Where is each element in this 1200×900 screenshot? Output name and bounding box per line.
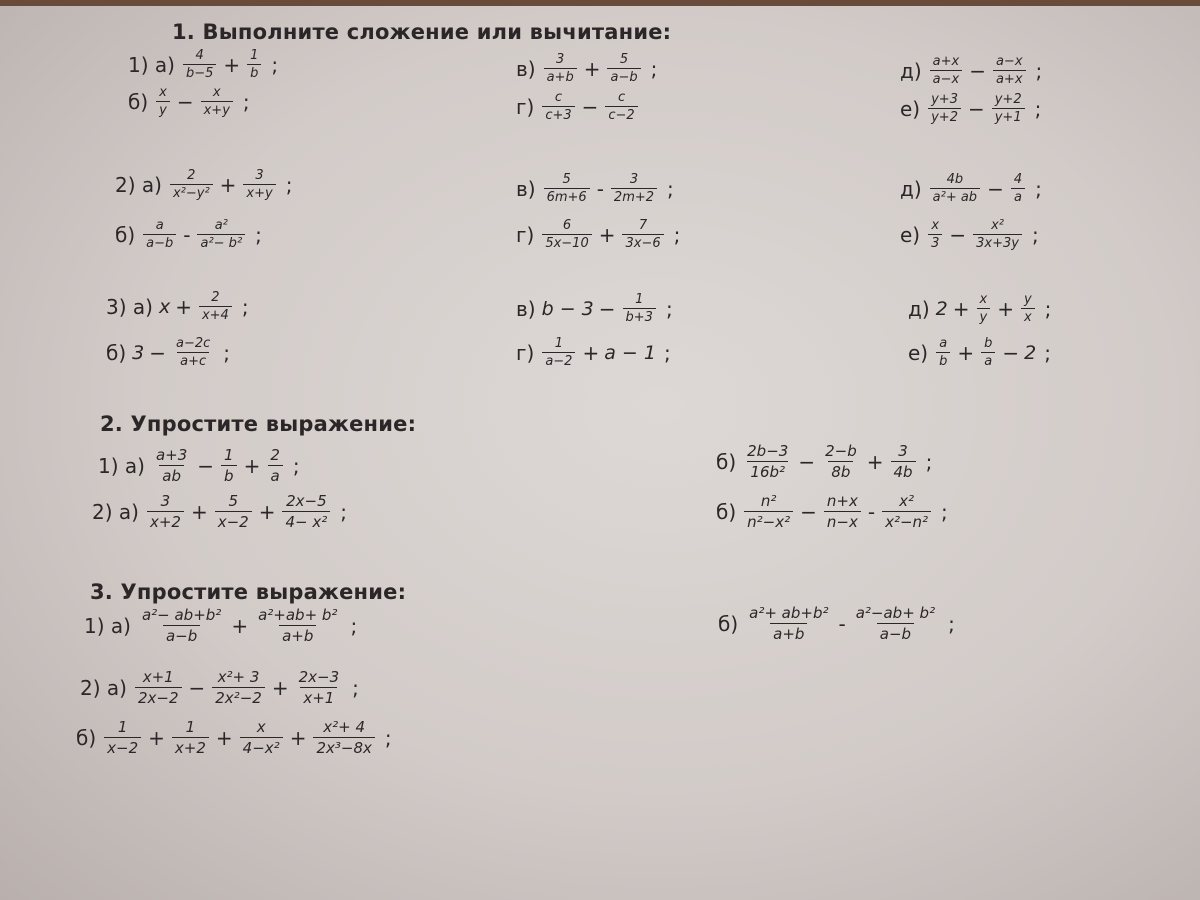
fraction-denominator: a²+ ab [930,188,980,205]
fraction-denominator: a+x [993,70,1026,87]
operator: − [598,296,616,321]
task-1-item [908,292,1051,325]
fraction-denominator: x²−y² [170,184,213,201]
paper-top-edge [0,0,1200,6]
item-label: б) [106,340,127,365]
fraction [240,718,283,757]
semicolon: ; [340,499,348,524]
operator: − [798,449,816,474]
operator: − [800,499,817,524]
fraction-numerator: x [979,292,988,307]
semicolon: ; [1035,58,1043,83]
fraction-denominator: b+3 [623,308,656,325]
fraction-denominator: b [221,465,237,485]
task-1-item [900,172,1042,205]
fraction-numerator: 3 [898,442,908,460]
fraction-denominator: ab [159,465,184,485]
fraction-denominator: x+2 [147,511,184,531]
fraction [542,218,591,251]
fraction [930,172,980,205]
fraction [622,218,663,251]
fraction-denominator: x+1 [300,687,337,707]
task-2-item [716,442,932,481]
fraction-numerator: 5 [228,492,238,510]
fraction-denominator: c−2 [605,106,637,123]
fraction-numerator: a²+ ab+b² [749,604,829,622]
fraction [313,718,374,757]
operator: + [957,340,975,365]
semicolon: ; [1035,176,1042,201]
fraction-numerator: 2x−3 [298,668,340,686]
fraction-numerator: 2−b [825,442,857,460]
fraction-numerator: x² [899,492,914,510]
operator: - [867,499,876,524]
task-1-item [128,85,250,118]
fraction [607,52,640,85]
fraction-denominator: x²−n² [882,511,931,531]
fraction-numerator: 2x−5 [286,492,327,510]
fraction [882,492,931,531]
fraction-denominator: n²−x² [744,511,793,531]
item-label: е) [908,340,929,365]
task-2-item [92,492,347,531]
semicolon: ; [1034,96,1042,121]
fraction [143,218,176,251]
item-label: е) [900,222,921,247]
fraction-numerator: x²+ 3 [217,668,260,686]
item-label: д) [900,58,922,83]
fraction-denominator: 3x−6 [622,234,663,251]
fraction [542,90,574,123]
fraction [173,336,213,369]
fraction-numerator: 5 [562,172,571,187]
operator: − [188,675,206,700]
fraction-denominator: a+b [770,623,807,643]
fraction [1021,292,1035,325]
item-label: 2) а) [80,675,127,700]
fraction [212,668,265,707]
fraction-denominator: y [977,308,991,325]
fraction [930,54,963,87]
fraction-numerator: 6 [562,218,572,233]
fraction-denominator: x [1021,308,1035,325]
fraction [170,168,213,201]
fraction-denominator: 5x−10 [542,234,591,251]
fraction [215,492,252,531]
task-3-item [76,718,392,757]
operator: − [987,176,1004,201]
fraction-numerator: y+3 [931,92,958,107]
fraction-denominator: 4b [891,461,916,481]
operator: + [190,499,208,524]
operator: − [967,96,985,121]
expression-term: x [158,295,171,318]
item-label: 1) а) [128,52,175,77]
fraction-denominator: y+1 [992,108,1025,125]
task-2-heading: 2. Упростите выражение: [100,412,417,436]
fraction [993,54,1026,87]
fraction [243,168,275,201]
semicolon: ; [948,611,955,636]
operator: − [949,222,967,247]
task-1-item [908,336,1051,369]
fraction-numerator: 3 [629,172,639,187]
fraction [611,172,657,205]
fraction-denominator: 2x³−8x [313,737,374,757]
fraction-numerator: 1 [117,718,128,736]
operator: + [175,294,192,319]
fraction-denominator: 4− x² [282,511,330,531]
task-1-item [516,292,673,325]
operator: - [183,222,191,247]
fraction [746,604,831,643]
operator: − [1002,340,1020,365]
operator: + [583,56,601,81]
fraction-numerator: 1 [250,48,259,63]
operator: + [866,449,884,474]
fraction [135,668,182,707]
fraction [853,604,938,643]
fraction [104,718,141,757]
fraction [199,290,232,323]
fraction-numerator: 4b [946,172,964,187]
operator: + [231,613,249,638]
fraction [936,336,950,369]
operator: − [969,58,986,83]
fraction-numerator: 5 [619,52,629,67]
fraction-numerator: n² [760,492,777,510]
fraction-denominator: a−x [930,70,963,87]
fraction-numerator: 4 [1013,172,1023,187]
item-label: б) [115,222,136,247]
fraction-denominator: a−b [143,234,176,251]
operator: + [997,296,1014,321]
fraction-numerator: 4 [195,48,204,63]
fraction-denominator: 2m+2 [611,188,657,205]
fraction [156,85,170,118]
fraction [183,48,216,81]
operator: + [952,296,970,321]
task-1-item [516,336,671,369]
fraction-numerator: x [256,718,266,736]
task-1-item [106,290,249,323]
expression-term: 2 [935,297,948,320]
item-label: 2) а) [92,499,139,524]
fraction-denominator: 3x+3y [973,234,1022,251]
fraction-numerator: x [212,85,221,100]
item-label: г) [516,222,535,247]
fraction-denominator: x+y [201,101,233,118]
semicolon: ; [663,340,671,365]
semicolon: ; [352,675,359,700]
fraction [977,292,991,325]
fraction [282,492,330,531]
operator: + [598,222,616,247]
task-1-heading: 1. Выполните сложение или вычитание: [172,20,672,44]
fraction [605,90,637,123]
fraction-numerator: b [984,336,993,351]
fraction [623,292,656,325]
fraction-numerator: a²−ab+ b² [855,604,936,622]
operator: + [271,675,289,700]
fraction-denominator: a²− b² [197,234,245,251]
fraction-denominator: n−x [824,511,861,531]
task-1-item [115,218,262,251]
fraction-denominator: a−b [877,623,914,643]
fraction-numerator: y+2 [994,92,1022,107]
task-1-item [115,168,292,201]
fraction-numerator: a² [214,218,228,233]
item-label: г) [516,340,535,365]
operator: + [289,725,307,750]
fraction-denominator: a−b [607,68,640,85]
fraction-denominator: a+b [279,625,316,645]
operator: + [582,340,600,365]
semicolon: ; [350,613,358,638]
fraction-denominator: x+2 [172,737,209,757]
fraction-numerator: a²+ab+ b² [258,606,338,624]
task-2-item [98,446,300,485]
semicolon: ; [1044,340,1052,365]
fraction-denominator: x−2 [104,737,141,757]
semicolon: ; [271,52,279,77]
semicolon: ; [1044,296,1052,321]
fraction-denominator: 6m+6 [544,188,590,205]
fraction-numerator: a+x [932,54,960,69]
fraction [822,442,860,481]
fraction [744,442,791,481]
fraction [824,492,861,531]
operator: + [215,725,233,750]
semicolon: ; [941,499,948,524]
item-label: б) [716,449,737,474]
fraction-numerator: c [554,90,563,105]
item-label: б) [76,725,97,750]
operator: − [149,340,166,365]
fraction [221,446,237,485]
operator: + [258,499,276,524]
expression-term: 2 [1024,341,1037,364]
fraction-denominator: a−b [163,625,200,645]
fraction [973,218,1022,251]
operator: + [148,725,165,750]
task-3-heading: 3. Упростите выражение: [90,580,407,604]
fraction-numerator: 2b−3 [747,442,789,460]
semicolon: ; [223,340,231,365]
fraction-numerator: 2 [211,290,220,305]
semicolon: ; [285,172,293,197]
item-label: 2) а) [115,172,162,197]
semicolon: ; [1031,222,1039,247]
expression-term: 3 [132,341,145,364]
fraction-numerator: 1 [185,718,196,736]
fraction [139,606,224,645]
task-1-item [900,218,1039,251]
semicolon: ; [925,449,933,474]
operator: − [176,89,194,114]
fraction [1011,172,1025,205]
fraction [928,218,942,251]
fraction-numerator: a−x [995,54,1023,69]
expression-term: a − 1 [604,341,656,364]
item-label: в) [516,176,536,201]
fraction [255,606,340,645]
fraction-denominator: y [156,101,170,118]
semicolon: ; [292,453,300,478]
item-label: г) [516,94,535,119]
item-label: в) [516,56,536,81]
item-label: 1) а) [84,613,131,638]
fraction [544,52,577,85]
item-label: б) [716,499,737,524]
fraction-numerator: 3 [556,52,565,67]
operator: - [838,611,846,636]
fraction-numerator: a−2c [176,336,211,351]
task-1-item [128,48,278,81]
fraction [542,336,575,369]
fraction-numerator: a [155,218,164,233]
semicolon: ; [673,222,681,247]
fraction-numerator: 3 [160,492,171,510]
fraction-numerator: 1 [635,292,644,307]
fraction [267,446,283,485]
fraction-numerator: x²+ 4 [323,718,366,736]
fraction [928,92,961,125]
fraction [981,336,995,369]
item-label: в) [516,296,536,321]
fraction [744,492,793,531]
item-label: б) [718,611,739,636]
fraction-denominator: x+4 [199,306,232,323]
item-label: б) [128,89,149,114]
task-3-item [80,668,359,707]
fraction-numerator: 1 [554,336,564,351]
fraction-denominator: 2x−2 [135,687,182,707]
fraction [891,442,916,481]
fraction [153,446,190,485]
task-1-item [516,218,680,251]
semicolon: ; [255,222,262,247]
fraction-denominator: 8b [828,461,853,481]
task-1-item [516,52,657,85]
item-label: 1) а) [98,453,145,478]
operator: − [581,94,599,119]
fraction [147,492,184,531]
fraction-numerator: 2 [270,446,280,464]
fraction-denominator: b [936,352,950,369]
fraction [296,668,343,707]
fraction-numerator: 3 [255,168,264,183]
fraction-denominator: b [247,64,261,81]
fraction-denominator: y+2 [928,108,961,125]
fraction [172,718,209,757]
fraction [992,92,1025,125]
item-label: д) [908,296,930,321]
fraction-numerator: n+x [826,492,858,510]
task-1-item [900,54,1042,87]
fraction-denominator: a [1011,188,1025,205]
task-2-item [716,492,948,531]
fraction-numerator: a+3 [155,446,188,464]
fraction-denominator: b−5 [183,64,216,81]
fraction-denominator: a+b [544,68,577,85]
task-1-item [516,172,674,205]
operator: + [223,52,241,77]
fraction [197,218,245,251]
fraction-numerator: y [1023,292,1032,307]
fraction-denominator: a+c [177,352,209,369]
expression-term: b − 3 [541,297,594,320]
semicolon: ; [384,725,392,750]
fraction [544,172,590,205]
task-1-item [900,92,1041,125]
task-1-item [106,336,230,369]
fraction-numerator: c [617,90,626,105]
semicolon: ; [242,89,250,114]
item-label: е) [900,96,921,121]
fraction-denominator: a [268,465,283,485]
semicolon: ; [667,176,674,201]
semicolon: ; [241,294,249,319]
fraction-numerator: 7 [638,218,648,233]
fraction [201,85,233,118]
fraction-denominator: c+3 [542,106,574,123]
fraction-denominator: a−2 [542,352,575,369]
fraction-denominator: a [981,352,995,369]
fraction-numerator: a [939,336,948,351]
operator: + [243,453,261,478]
fraction-denominator: x+y [243,184,275,201]
semicolon: ; [650,56,658,81]
fraction-denominator: 3 [928,234,942,251]
fraction-numerator: a²− ab+b² [141,606,222,624]
operator: - [596,176,604,201]
fraction-numerator: 1 [224,446,234,464]
task-3-item [84,606,357,645]
operator: + [219,172,237,197]
fraction-denominator: 2x²−2 [212,687,265,707]
fraction-numerator: x² [991,218,1005,233]
fraction-numerator: x [159,85,167,100]
item-label: д) [900,176,922,201]
fraction-numerator: x+1 [142,668,174,686]
fraction-numerator: 2 [187,168,196,183]
item-label: 3) а) [106,294,153,319]
task-3-item [718,604,955,643]
operator: − [197,453,215,478]
semicolon: ; [665,296,673,321]
fraction-numerator: x [931,218,940,233]
task-1-item [516,90,640,123]
fraction-denominator: x−2 [215,511,252,531]
fraction [247,48,261,81]
fraction-denominator: 4−x² [240,737,283,757]
fraction-denominator: 16b² [747,461,788,481]
